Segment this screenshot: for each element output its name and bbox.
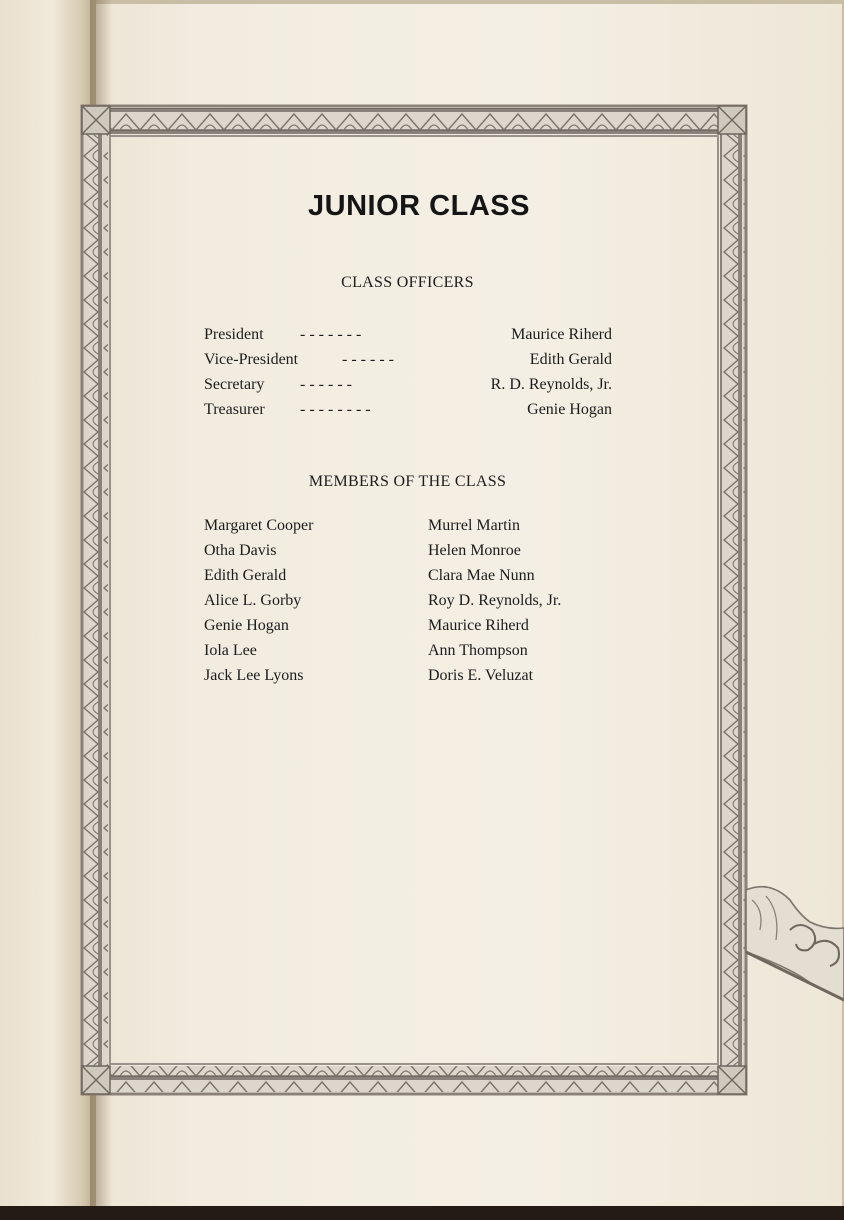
border-left-band — [82, 134, 108, 1092]
member-name: Ann Thompson — [428, 642, 528, 659]
member-name: Roy D. Reynolds, Jr. — [428, 592, 562, 609]
leader-dashes: - - - - - - - — [300, 326, 362, 343]
member-name: Alice L. Gorby — [204, 592, 302, 609]
border-right-band — [720, 134, 746, 1066]
member-name: Edith Gerald — [204, 567, 287, 584]
officer-row — [204, 326, 612, 351]
officer-role: Treasurer — [204, 401, 265, 418]
members-column-right — [428, 517, 561, 692]
member-name: Murrel Martin — [428, 517, 520, 534]
acanthus-leaf-ornament — [746, 887, 844, 1000]
leader-dashes: - - - - - - — [300, 376, 352, 393]
member-name: Otha Davis — [204, 542, 277, 559]
officers-list — [204, 326, 612, 426]
member-name: Maurice Riherd — [428, 617, 529, 634]
officer-name: Genie Hogan — [527, 401, 612, 418]
member-name: Jack Lee Lyons — [204, 667, 304, 684]
member-name: Margaret Cooper — [204, 517, 314, 534]
officer-row — [204, 376, 612, 401]
member-name: Iola Lee — [204, 642, 257, 659]
members-heading: MEMBERS OF THE CLASS — [308, 473, 507, 490]
member-name: Clara Mae Nunn — [428, 567, 535, 584]
officer-name: Maurice Riherd — [511, 326, 612, 343]
officer-name: Edith Gerald — [529, 351, 612, 368]
member-name: Genie Hogan — [204, 617, 289, 634]
officer-role: Secretary — [204, 376, 265, 393]
page-content — [120, 140, 718, 1060]
member-name: Doris E. Veluzat — [428, 667, 534, 684]
member-name: Helen Monroe — [428, 542, 521, 559]
border-bottom-band — [108, 1066, 744, 1092]
leader-dashes: - - - - - - — [342, 351, 394, 368]
page-title: JUNIOR CLASS — [308, 190, 530, 222]
border-top-band — [86, 108, 742, 134]
officer-role: President — [204, 326, 264, 343]
officer-row — [204, 351, 612, 376]
leader-dashes: - - - - - - - - — [300, 401, 371, 418]
officer-row — [204, 401, 612, 426]
officer-role: Vice-President — [204, 351, 299, 368]
members-column-left — [204, 517, 313, 692]
officer-name: R. D. Reynolds, Jr. — [490, 376, 612, 393]
officers-heading: CLASS OFFICERS — [341, 274, 474, 291]
